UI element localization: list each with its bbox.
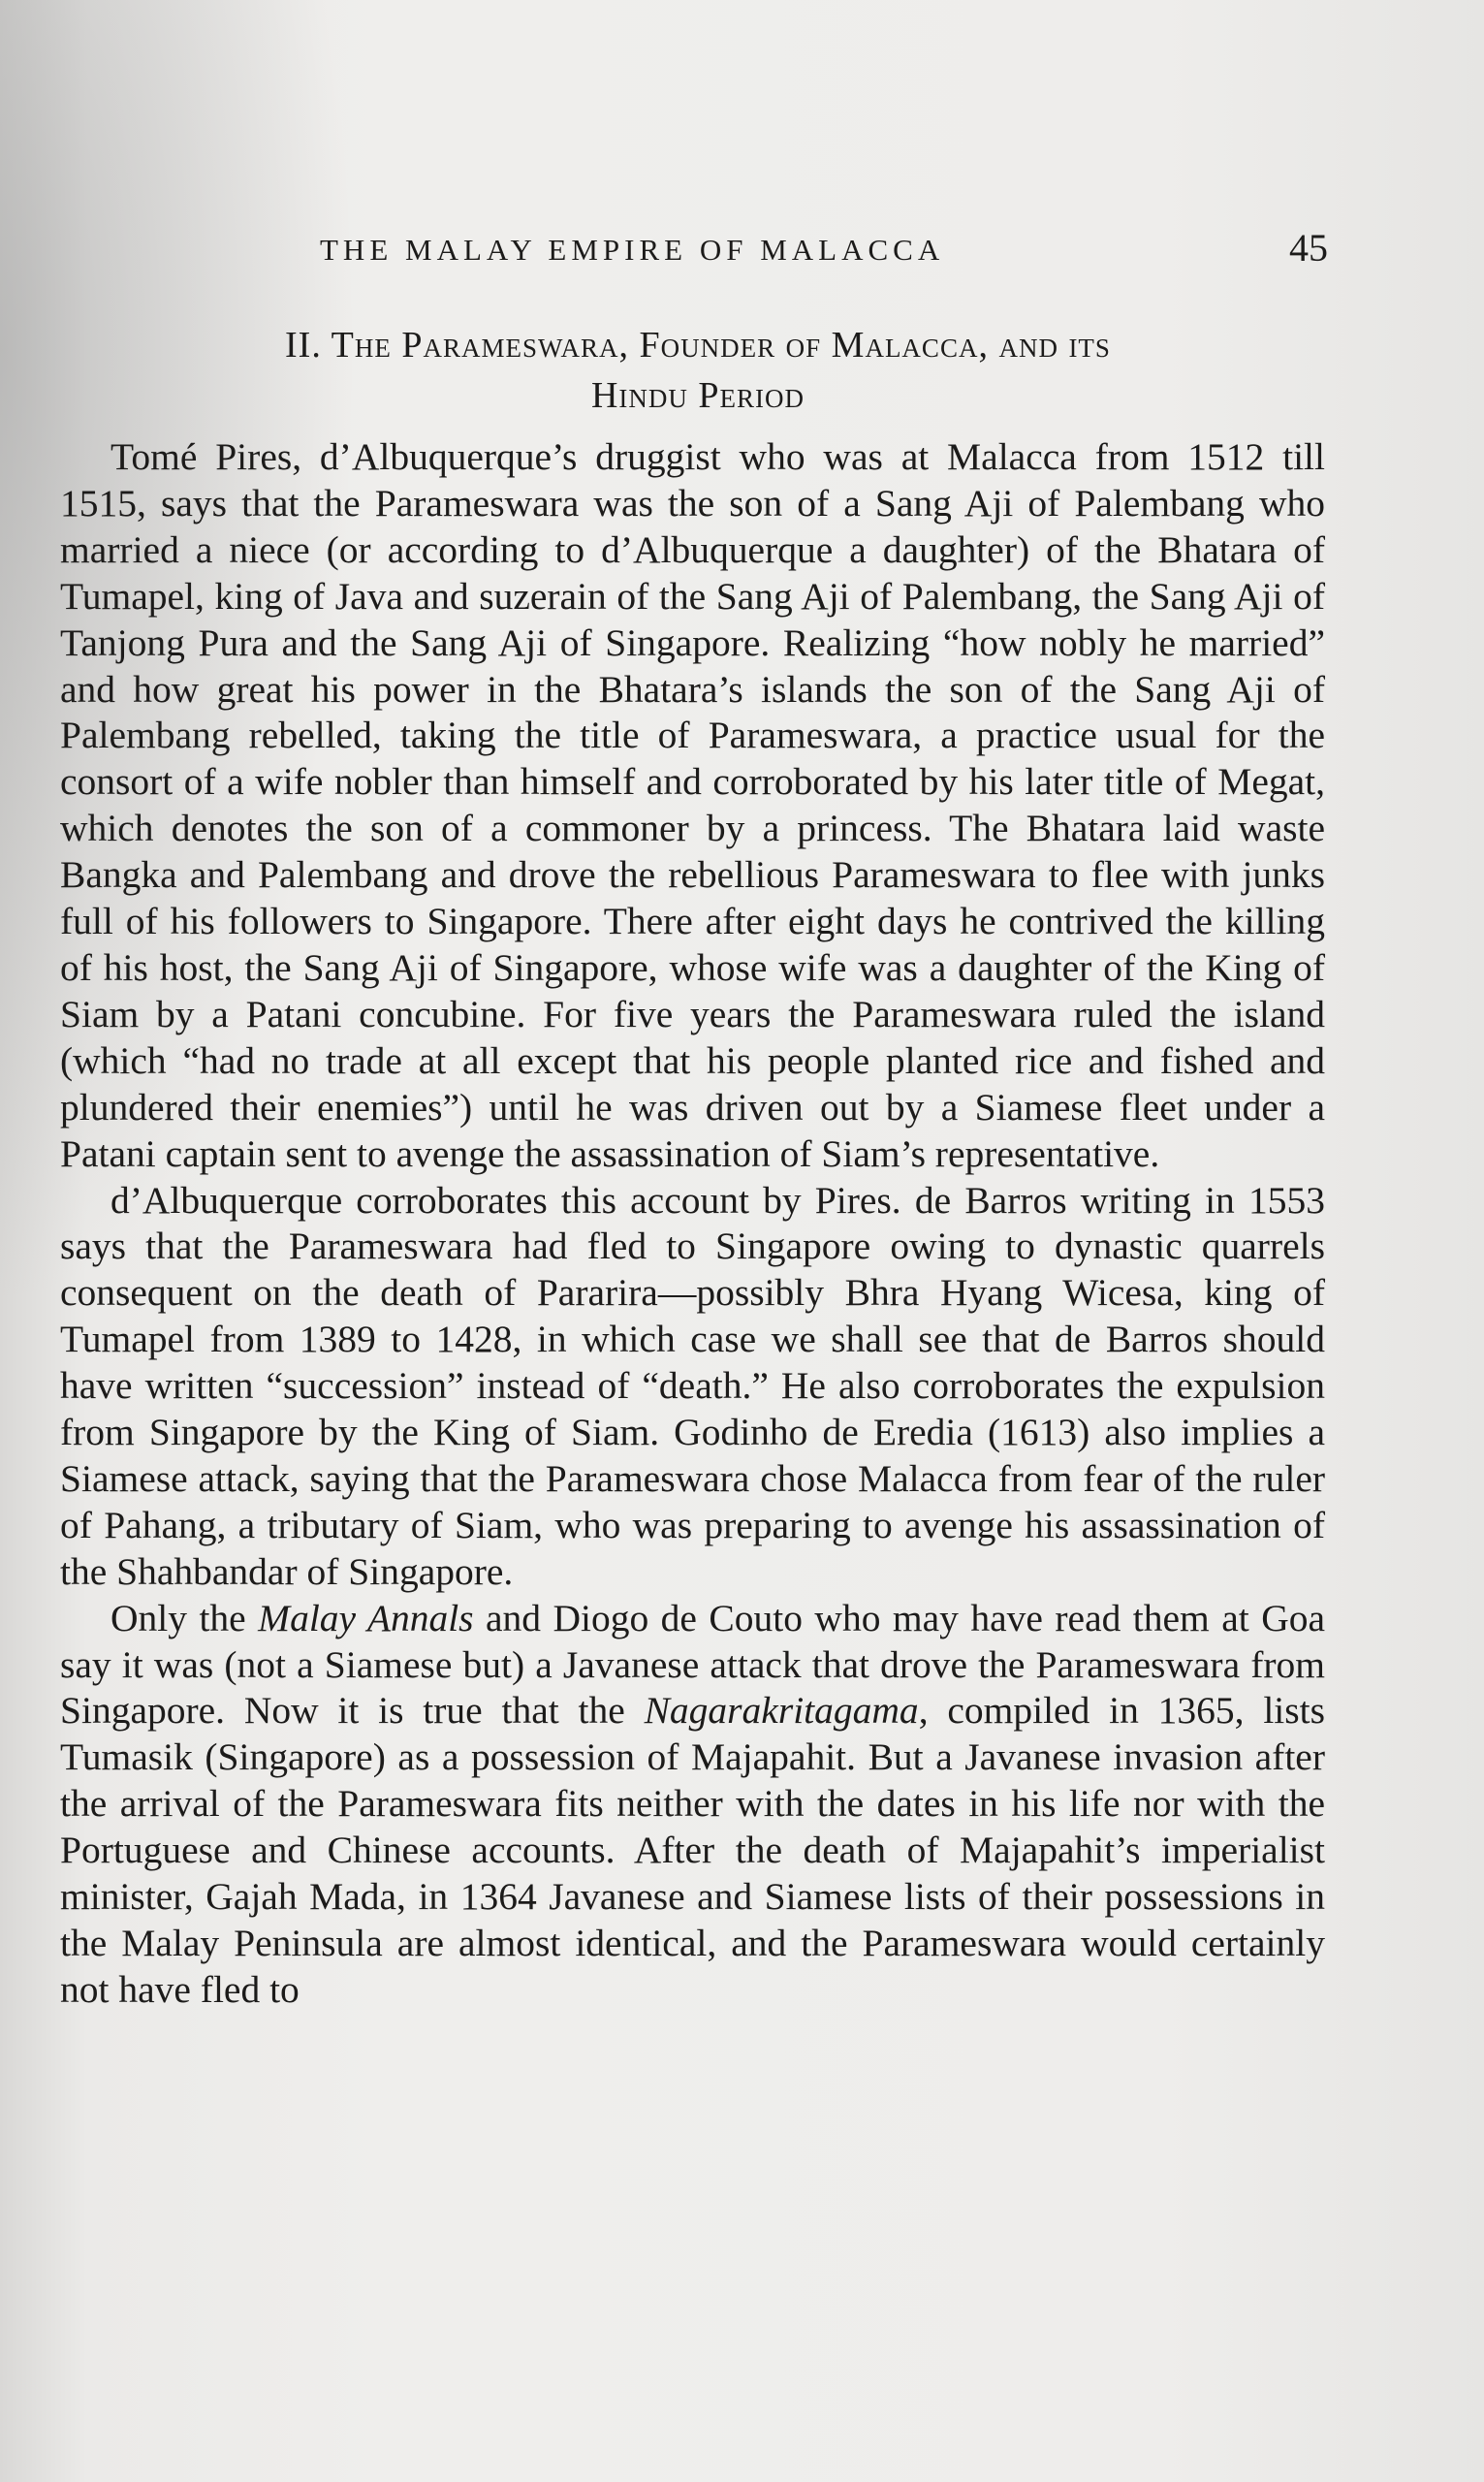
section-heading-line-2: Hindu Period — [590, 375, 805, 416]
running-title: THE MALAY EMPIRE OF MALACCA — [320, 233, 945, 267]
section-heading-line-1: II. The Parameswara, Founder of Malacca, and its — [285, 325, 1111, 366]
paragraph-3-end: , compiled in 1365, lists Tumasik (Singapore) as a possession of Majapahit. But a Javanese invasion after the arrival of the Parameswara fits neither with the dates in his life nor with the Portuguese and Chinese accounts. After the death of Majapahit’s imperialist minister, Gajah Mada, in 1364 Javanese and Siamese lists of their possessions in the Malay Peninsula are almost identical, and the Parameswara would certainly not have fled to — [60, 1689, 1325, 2011]
paragraph-3-middle: and Diogo de Couto who may have read them at Goa say it was (not a Siamese but) a Javanese attack that drove the Parameswara from Singapore. Now it is true that the — [60, 1596, 1325, 1733]
section-heading — [58, 320, 1338, 421]
page-number: 45 — [1289, 226, 1328, 270]
paragraph-3-start: Only the — [111, 1596, 259, 1639]
body-text — [60, 434, 1325, 2014]
nagarakritagama-title: Nagarakritagama — [644, 1689, 919, 1733]
malay-annals-title: Malay Annals — [258, 1596, 474, 1639]
running-head — [320, 225, 1328, 283]
paragraph-3 — [60, 1596, 1325, 2014]
paragraph-1: Tomé Pires, d’Albuquerque’s druggist who was at Malacca from 1512 till 1515, says that the Parameswara was the son of a Sang Aji of Palembang who married a niece (or according to d’Albuquerque a daughter) of the Bhatara of Tumapel, king of Java and suzerain of the Sang Aji of Palembang, the Sang Aji of Tanjong Pura and the Sang Aji of Singapore. Realizing “how nobly he married” and how great his power in the Bhatara’s islands the son of the Sang Aji of Palembang rebelled, taking the title of Parameswara, a practice usual for the consort of a wife nobler than himself and corroborated by his later title of Megat, which denotes the son of a commoner by a princess. The Bhatara laid waste Bangka and Palembang and drove the rebellious Parameswara to flee with junks full of his followers to Singapore. There after eight days he contrived the killing of his host, the Sang Aji of Singapore, whose wife was a daughter of the King of Siam by a Patani concubine. For five years the Parameswara ruled the island (which “had no trade at all except that his people planted rice and fished and plundered their enemies”) until he was driven out by a Siamese fleet under a Patani captain sent to avenge the assassination of Siam’s representative. — [60, 435, 1325, 1175]
paragraph-2: d’Albuquerque corroborates this account by Pires. de Barros writing in 1553 says that the Parameswara had fled to Singapore owing to dynastic quarrels consequent on the death of Pararira—possibly Bhra Hyang Wicesa, king of Tumapel from 1389 to 1428, in which case we shall see that de Barros should have written “succession” instead of “death.” He also corroborates the expulsion from Singapore by the King of Siam. Godinho de Eredia (1613) also implies a Siamese attack, saying that the Parameswara chose Malacca from fear of the ruler of Pahang, a tributary of Siam, who was preparing to avenge his assassination of the Shahbandar of Singapore. — [60, 1178, 1325, 1593]
